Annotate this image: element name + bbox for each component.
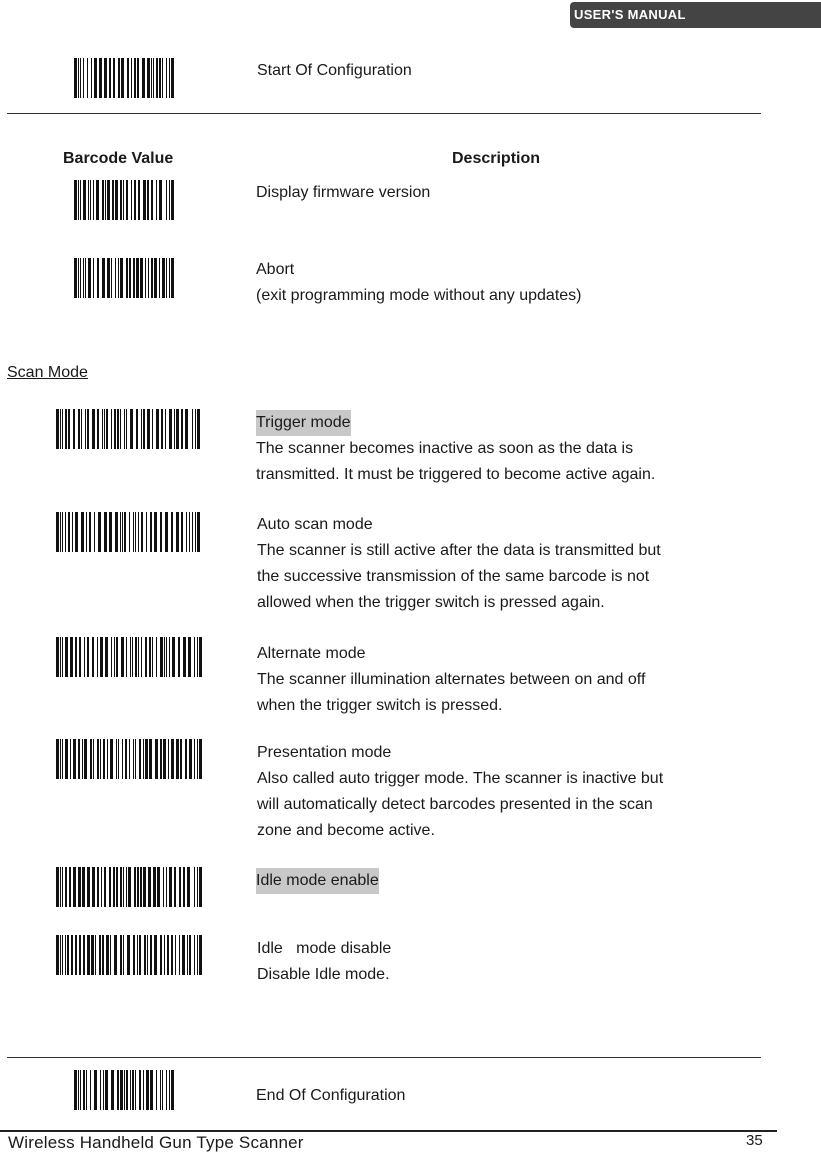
presentation-mode-desc-line: zone and become active. — [257, 822, 435, 839]
presentation-mode-desc-line: will automatically detect barcodes presented in the scan — [257, 796, 653, 813]
start-config-label: Start Of Configuration — [257, 62, 412, 79]
idle-mode-disable-desc-line: Disable Idle mode. — [257, 966, 390, 983]
presentation-mode-desc-line: Also called auto trigger mode. The scanner is inactive but — [257, 770, 664, 787]
start-config-barcode — [74, 58, 174, 98]
alternate-mode-title: Alternate mode — [257, 645, 366, 662]
auto-scan-mode-desc-line: the successive transmission of the same barcode is not — [257, 568, 650, 585]
presentation-mode-title: Presentation mode — [257, 744, 392, 761]
abort-title: Abort — [256, 261, 295, 278]
alternate-mode-barcode — [56, 637, 202, 677]
abort-description: (exit programming mode without any updates) — [256, 287, 582, 304]
trigger-mode-desc-line: The scanner becomes inactive as soon as the data is — [256, 440, 634, 457]
idle-mode-enable-title: Idle mode enable — [256, 868, 379, 894]
bottom-divider — [7, 1057, 761, 1058]
column-header-description: Description — [452, 150, 541, 167]
section-title-scan-mode: Scan Mode — [7, 364, 88, 381]
idle-mode-enable-barcode — [56, 867, 202, 907]
firmware-version-label: Display firmware version — [256, 184, 431, 201]
auto-scan-mode-title: Auto scan mode — [257, 516, 373, 533]
end-config-label: End Of Configuration — [256, 1087, 406, 1104]
alternate-mode-desc-line: when the trigger switch is pressed. — [257, 697, 503, 714]
alternate-mode-desc-line: The scanner illumination alternates between on and off — [257, 671, 646, 688]
manual-title-badge — [570, 2, 821, 28]
idle-mode-disable-barcode — [56, 935, 202, 975]
trigger-mode-desc-line: transmitted. It must be triggered to become active again. — [256, 466, 656, 483]
manual-title: USER'S MANUAL — [574, 7, 686, 22]
trigger-mode-title: Trigger mode — [256, 410, 351, 436]
trigger-mode-barcode — [56, 409, 200, 449]
abort-barcode — [74, 258, 174, 298]
footer-product-name: Wireless Handheld Gun Type Scanner — [8, 1133, 304, 1152]
auto-scan-mode-barcode — [56, 512, 200, 552]
end-config-barcode — [74, 1070, 174, 1110]
top-divider — [7, 113, 761, 114]
idle-mode-disable-title: Idle mode disable — [257, 940, 392, 957]
column-header-barcode: Barcode Value — [63, 150, 174, 167]
presentation-mode-barcode — [56, 739, 202, 779]
auto-scan-mode-desc-line: The scanner is still active after the data is transmitted but — [257, 542, 661, 559]
page-number: 35 — [746, 1132, 763, 1149]
auto-scan-mode-desc-line: allowed when the trigger switch is pressed again. — [257, 594, 605, 611]
firmware-version-barcode — [74, 180, 174, 220]
